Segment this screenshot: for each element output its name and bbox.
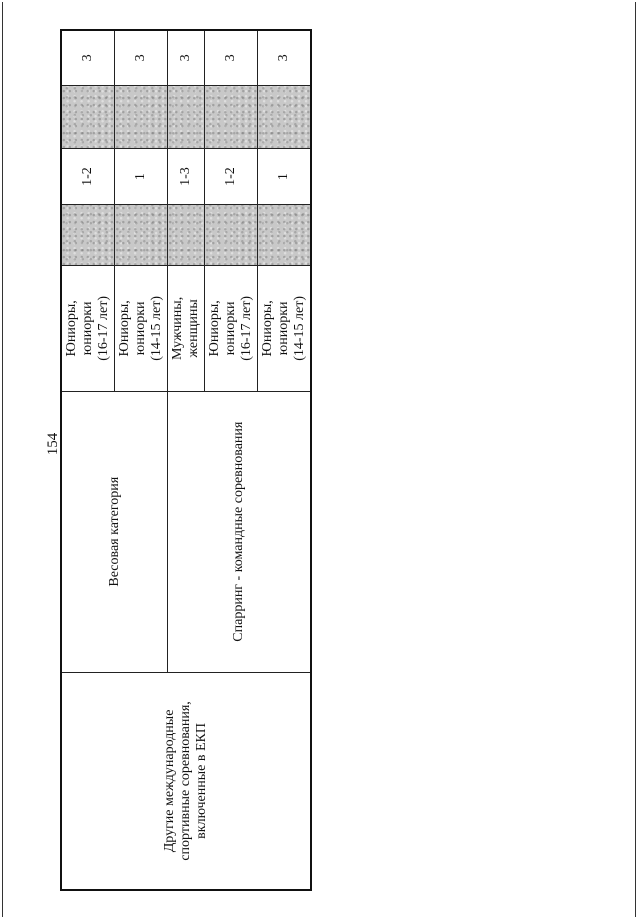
age-group-cell (115, 266, 168, 391)
shaded-cell (205, 204, 258, 266)
event-name-line: Другие международные (162, 709, 177, 853)
category-cell: Спарринг - командные соревнования (168, 391, 312, 672)
age-group-line: (16-17 лет) (96, 295, 111, 361)
shaded-cell (115, 204, 168, 266)
age-group-cell (258, 266, 312, 391)
shaded-cell (61, 204, 115, 266)
page-number: 154 (45, 432, 61, 456)
places-cell: 1 (258, 149, 312, 204)
count-cell: 3 (61, 30, 115, 85)
age-group-line: (14-15 лет) (149, 295, 164, 361)
shaded-cell (258, 204, 312, 266)
age-group-line: (16-17 лет) (239, 295, 254, 361)
age-group-line: Юниоры, юниорки (260, 300, 291, 357)
shaded-cell (168, 85, 205, 149)
shaded-cell (205, 85, 258, 149)
shaded-cell (61, 85, 115, 149)
category-cell: Весовая категория (61, 391, 168, 672)
count-cell: 3 (258, 30, 312, 85)
shaded-cell (258, 85, 312, 149)
age-group-line: Юниоры, юниорки (64, 300, 95, 357)
age-group-line: (14-15 лет) (292, 295, 307, 361)
count-cell: 3 (168, 30, 205, 85)
competition-table (60, 29, 312, 891)
shaded-cell (115, 85, 168, 149)
places-cell: 1-2 (61, 149, 115, 204)
event-name-line: спортивные соревнования, (178, 701, 193, 861)
places-cell: 1-3 (168, 149, 205, 204)
age-group-line: Юниоры, юниорки (207, 300, 238, 357)
shaded-cell (168, 204, 205, 266)
age-group-cell (168, 266, 205, 391)
table-row (61, 30, 115, 890)
count-cell: 3 (205, 30, 258, 85)
count-cell: 3 (115, 30, 168, 85)
age-group-line: Юниоры, юниорки (117, 300, 148, 357)
event-name-line: включенные в ЕКП (194, 723, 209, 839)
age-group-cell (205, 266, 258, 391)
age-group-line: Мужчины, женщины (170, 296, 201, 360)
age-group-cell (61, 266, 115, 391)
places-cell: 1-2 (205, 149, 258, 204)
event-name-cell (61, 672, 311, 890)
places-cell: 1 (115, 149, 168, 204)
